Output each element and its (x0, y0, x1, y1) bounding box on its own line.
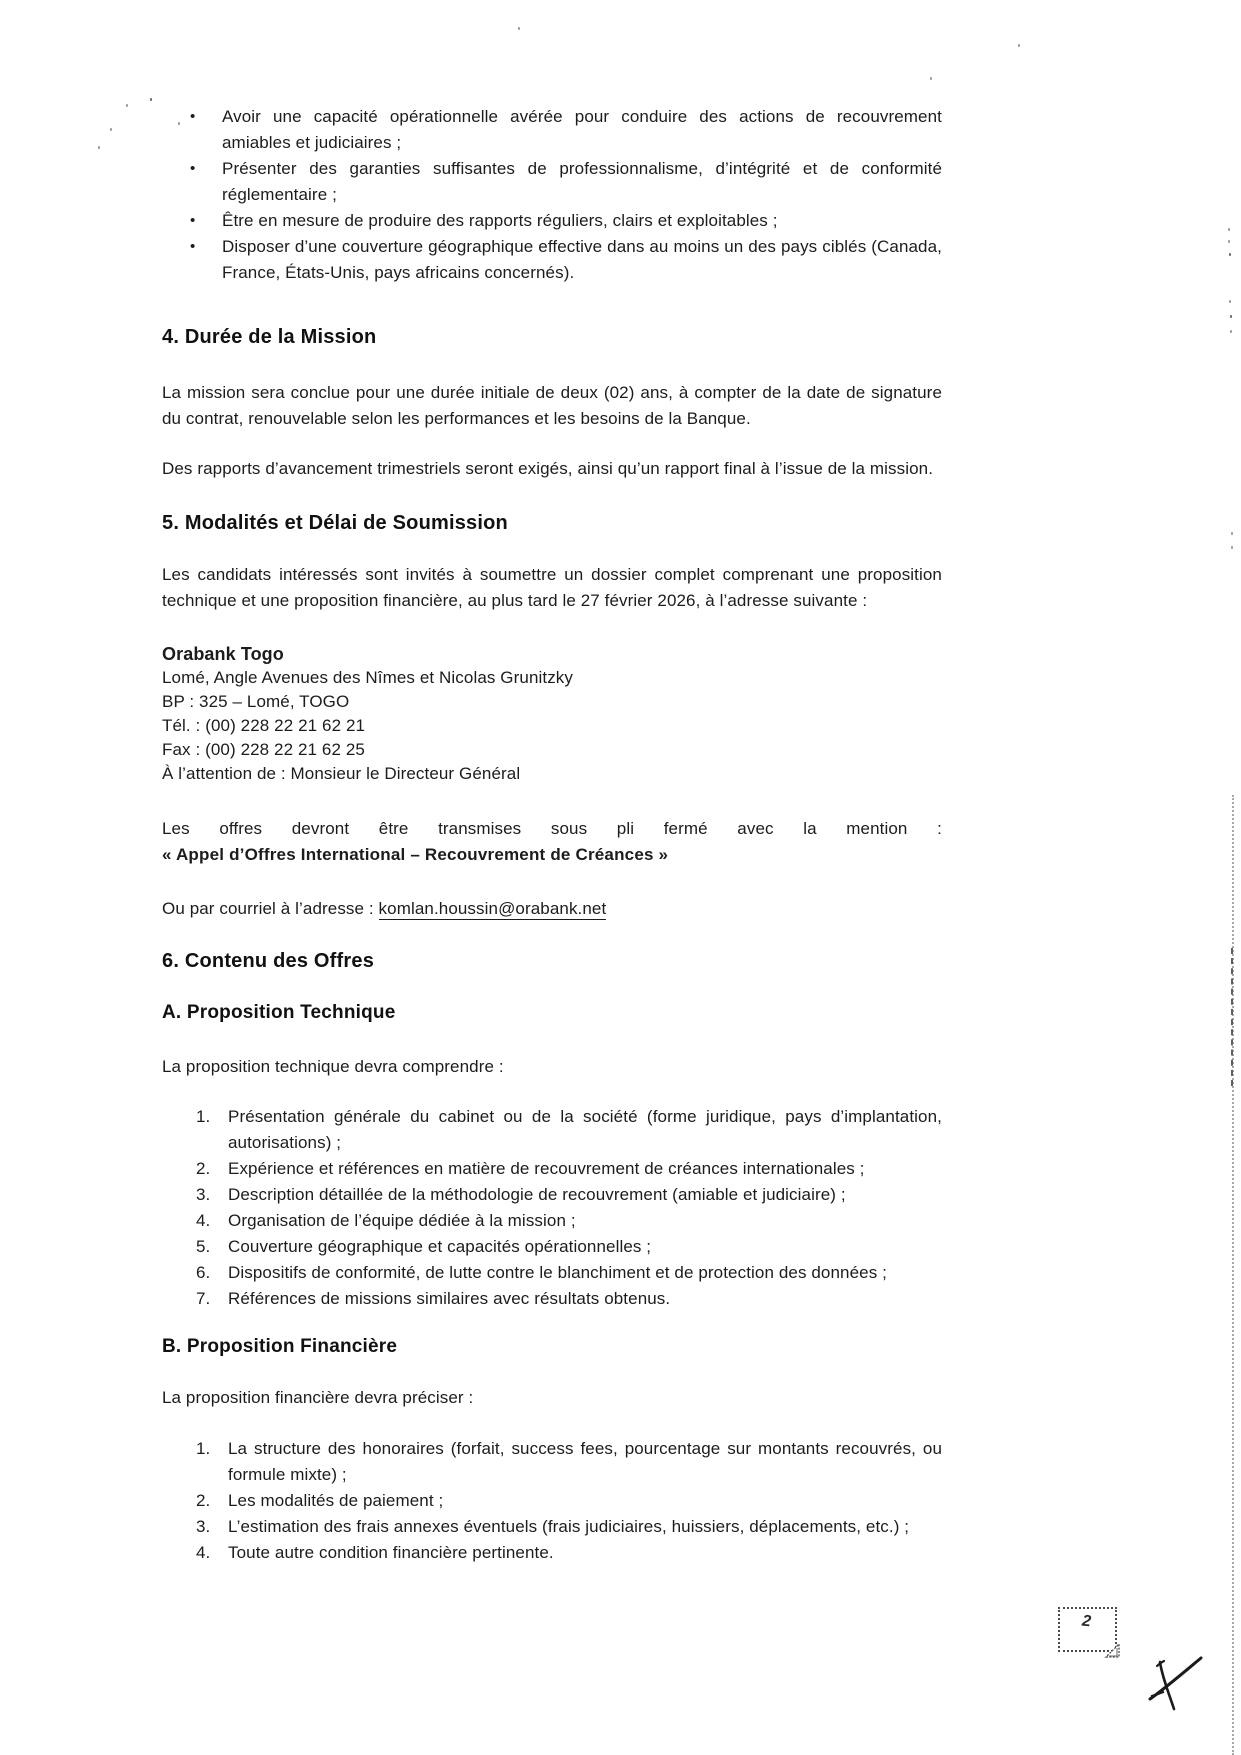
list-item (162, 1286, 942, 1312)
item-number: 4. (196, 1543, 211, 1562)
list-item (162, 1182, 942, 1208)
section-4-paragraph-1: La mission sera conclue pour une durée initiale de deux (02) ans, à compter de la date de signature du contrat, renouvelable selon les performances et les besoins de la Banque. (162, 383, 942, 428)
address-block (162, 642, 942, 786)
email-prefix: Ou par courriel à l’adresse : (162, 899, 379, 918)
word: offres (219, 819, 263, 838)
attention-line: À l’attention de : Monsieur le Directeur Général (162, 764, 521, 783)
word: fermé (663, 819, 708, 838)
item-text: L’estimation des frais annexes éventuels (frais judiciaires, huissiers, déplacements, etc.) ; (228, 1517, 910, 1536)
item-number: 3. (196, 1517, 211, 1536)
financial-proposal-intro: La proposition financière devra préciser : (162, 1388, 474, 1407)
address-line: Lomé, Angle Avenues des Nîmes et Nicolas Grunitzky (162, 668, 573, 687)
bullet-text: Être en mesure de produire des rapports réguliers, clairs et exploitables ; (222, 211, 778, 230)
item-text: Toute autre condition financière pertinente. (228, 1543, 554, 1562)
item-text: La structure des honoraires (forfait, success fees, pourcentage sur montants recouvrés, ou formule mixte) ; (228, 1439, 942, 1484)
list-item (162, 1234, 942, 1260)
word: mention (846, 819, 908, 838)
word: pli (616, 819, 635, 838)
item-number: 1. (196, 1107, 211, 1126)
item-text: Dispositifs de conformité, de lutte contre le blanchiment et de protection des données ; (228, 1263, 887, 1282)
item-text: Couverture géographique et capacités opérationnelles ; (228, 1237, 652, 1256)
item-number: 3. (196, 1185, 211, 1204)
item-text: Expérience et références en matière de recouvrement de créances internationales ; (228, 1159, 865, 1178)
list-item (162, 1436, 942, 1488)
word: devront (291, 819, 350, 838)
scan-speck (150, 98, 152, 101)
scan-speck (98, 146, 100, 149)
item-number: 1. (196, 1439, 211, 1458)
list-item (162, 1488, 942, 1514)
list-item (162, 1104, 942, 1156)
list-item (162, 1514, 942, 1540)
list-item (162, 234, 942, 286)
item-number: 4. (196, 1211, 211, 1230)
scan-speck (1228, 228, 1230, 231)
scan-speck (1231, 546, 1233, 549)
technical-proposal-list (162, 1104, 942, 1312)
section-4-paragraph-2: Des rapports d’avancement trimestriels seront exigés, ainsi qu’un rapport final à l’issue de la mission. (162, 459, 934, 478)
item-text: Les modalités de paiement ; (228, 1491, 444, 1510)
scan-edge-artifact (1232, 795, 1234, 1755)
item-number: 2. (196, 1159, 211, 1178)
section-4-heading: 4. Durée de la Mission (162, 326, 377, 348)
section-5-paragraph: Les candidats intéressés sont invités à soumettre un dossier complet comprenant une proposition technique et une proposition financière, au plus tard le 27 février 2026, à l’adresse suivante : (162, 565, 942, 610)
item-number: 5. (196, 1237, 211, 1256)
dog-ear-fold-icon (1104, 1641, 1122, 1659)
fax-line: Fax : (00) 228 22 21 62 25 (162, 740, 365, 759)
word: : (937, 819, 942, 838)
scan-speck (1231, 532, 1233, 535)
word: sous (550, 819, 588, 838)
word: Les (162, 819, 190, 838)
section-5-heading: 5. Modalités et Délai de Soumission (162, 512, 508, 534)
bullet-icon: • (190, 238, 196, 255)
page-number-box (1058, 1607, 1117, 1652)
list-item (162, 1156, 942, 1182)
scan-speck (1230, 315, 1232, 318)
item-text: Références de missions similaires avec résultats obtenus. (228, 1289, 671, 1308)
financial-proposal-list (162, 1436, 942, 1566)
scan-speck (1229, 300, 1231, 303)
handwritten-x-mark (1143, 1652, 1215, 1718)
item-text: Présentation générale du cabinet ou de la société (forme juridique, pays d’implantation, autorisations) ; (228, 1107, 942, 1152)
list-item (162, 208, 942, 234)
word: être (378, 819, 409, 838)
tender-mention-line: « Appel d’Offres International – Recouvrement de Créances » (162, 845, 669, 864)
page-number: 2 (1081, 1612, 1092, 1631)
list-item (162, 1208, 942, 1234)
section-6-heading: 6. Contenu des Offres (162, 950, 375, 972)
scan-speck (110, 128, 112, 131)
email-address: komlan.houssin@orabank.net (378, 899, 607, 918)
technical-proposal-intro: La proposition technique devra comprendre : (162, 1057, 504, 1076)
list-item (162, 1540, 942, 1566)
technical-proposal-heading: A. Proposition Technique (162, 1002, 396, 1023)
scan-speck (1230, 330, 1232, 333)
bullet-text: Présenter des garanties suffisantes de professionnalisme, d’intégrité et de conformité réglementaire ; (222, 159, 942, 204)
bullet-text: Avoir une capacité opérationnelle avérée pour conduire des actions de recouvrement amiables et judiciaires ; (222, 107, 942, 152)
word: transmises (438, 819, 522, 838)
email-line (162, 896, 942, 922)
scan-speck (518, 27, 520, 30)
list-item (162, 1260, 942, 1286)
scan-speck (930, 77, 932, 80)
item-number: 7. (196, 1289, 211, 1308)
bullet-icon: • (190, 160, 196, 177)
scan-speck (1228, 240, 1230, 243)
bullet-icon: • (190, 108, 196, 125)
item-number: 2. (196, 1491, 211, 1510)
item-text: Description détaillée de la méthodologie de recouvrement (amiable et judiciaire) ; (228, 1185, 846, 1204)
scan-speck (1018, 44, 1020, 47)
scan-speck (1229, 253, 1231, 256)
document-content-column (162, 0, 942, 1566)
financial-proposal-heading: B. Proposition Financière (162, 1336, 398, 1357)
scan-edge-artifact (1231, 948, 1233, 1086)
list-item (162, 104, 942, 156)
word: avec (737, 819, 774, 838)
scan-speck (126, 104, 128, 107)
word: la (803, 819, 817, 838)
bullet-text: Disposer d’une couverture géographique effective dans au moins un des pays ciblés (Canada, France, États-Unis, pays africains concernés). (222, 237, 942, 282)
list-item (162, 156, 942, 208)
requirements-bullet-list (162, 0, 942, 286)
phone-line: Tél. : (00) 228 22 21 62 21 (162, 716, 366, 735)
item-text: Organisation de l’équipe dédiée à la mission ; (228, 1211, 576, 1230)
bullet-icon: • (190, 212, 196, 229)
address-line: BP : 325 – Lomé, TOGO (162, 692, 350, 711)
item-number: 6. (196, 1263, 211, 1282)
scan-speck (178, 122, 180, 125)
company-name: Orabank Togo (162, 644, 284, 664)
offers-instruction-line (162, 816, 942, 842)
